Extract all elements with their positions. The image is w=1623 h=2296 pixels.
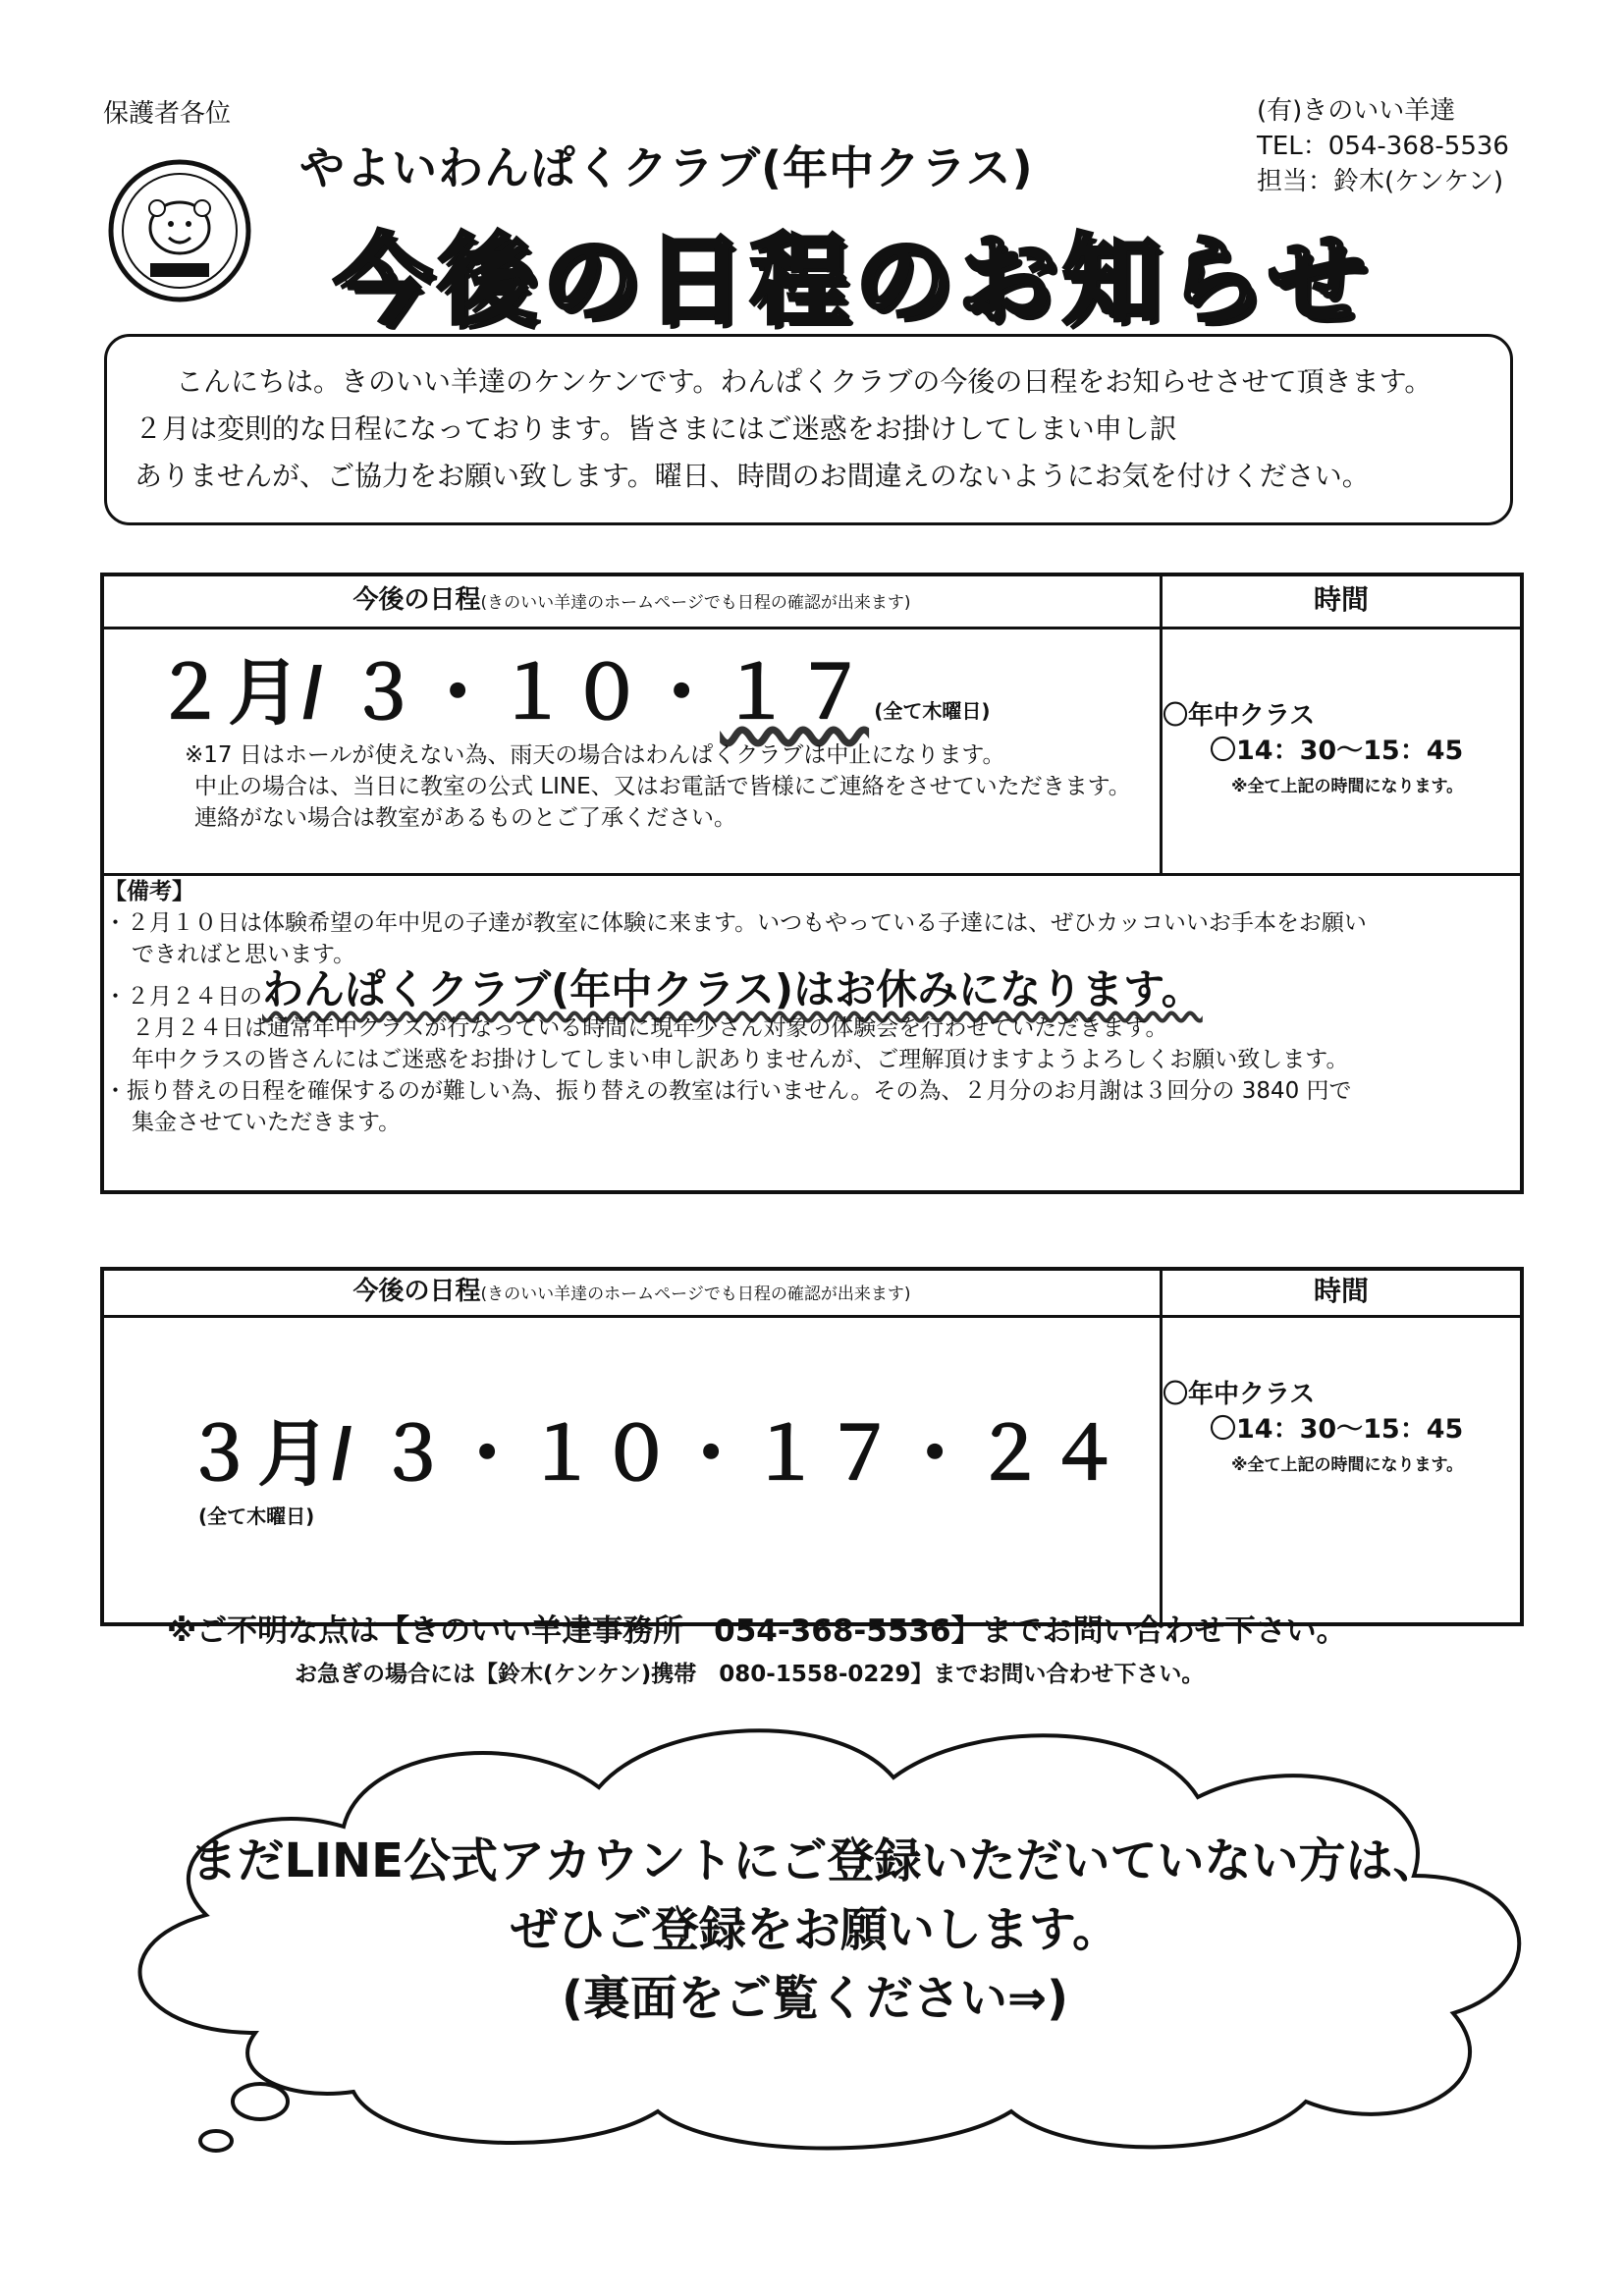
feb-note-1: ※17 日はホールが使えない為、雨天の場合はわんぱくクラブは中止になります。 <box>185 742 1005 768</box>
mar-dates: ３月/ ３・１０・１７・２４ <box>183 1413 1123 1495</box>
remark-1b: できればと思います。 <box>132 942 356 967</box>
mar-date-note: (全て木曜日) <box>198 1504 315 1528</box>
feb-header <box>102 574 1162 629</box>
inquiry-line-1: ※ご不明な点は【きのいい羊達事務所 054-368-5536】までお問い合わせ下さい。 <box>167 1613 1347 1649</box>
sheep-logo <box>106 157 253 304</box>
remark-3a: ・振り替えの日程を確保するのが難しい為、振り替えの教室は行いません。その為、２月分のお月謝は３回分の 3840 円で <box>104 1078 1352 1104</box>
company-contact: 担当：鈴木(ケンケン) <box>1257 167 1504 196</box>
mar-time-note: ※全て上記の時間になります。 <box>1231 1455 1464 1475</box>
cloud-message <box>98 1827 1532 2033</box>
inquiry-line-2: お急ぎの場合には【鈴木(ケンケン)携帯 080-1558-0229】までお問い合わせ下さい。 <box>295 1662 1205 1687</box>
intro-line-1: こんにちは。きのいい羊達のケンケンです。わんぱくクラブの今後の日程をお知らせさせて頂きます。 <box>176 365 1433 398</box>
remark-2-highlight: わんぱくクラブ(年中クラス)はお休みになります。 <box>262 965 1203 1013</box>
feb-schedule-table <box>100 573 1524 1194</box>
intro-line-3: ありませんが、ご協力をお願い致します。曜日、時間のお間違えのないようにお気を付けください。 <box>135 460 1370 492</box>
cloud-line-2: ぜひご登録をお願いします。 <box>510 1902 1120 1957</box>
company-name: (有)きのいい羊達 <box>1257 96 1456 126</box>
feb-time-class: 〇年中クラス <box>1163 701 1316 731</box>
cloud-line-3: (裏面をご覧ください⇒) <box>561 1971 1069 2026</box>
mar-dates-cell <box>102 1317 1162 1625</box>
mar-header-time: 時間 <box>1162 1269 1523 1317</box>
remark-2-prefix: ・２月２４日の <box>104 984 262 1010</box>
feb-header-sub: (きのいい羊達のホームページでも日程の確認が出来ます) <box>480 593 911 613</box>
mar-time-class: 〇年中クラス <box>1163 1380 1316 1409</box>
mar-time-cell <box>1162 1317 1523 1625</box>
feb-dates-cell <box>102 629 1162 875</box>
feb-note-2: 中止の場合は、当日に教室の公式 LINE、又はお電話で皆様にご連絡をさせていただきます。 <box>194 774 1131 799</box>
intro-line-2: ２月は変則的な日程になっております。皆さまにはご迷惑をお掛けしてしまい申し訳 <box>135 412 1177 445</box>
company-info <box>1257 93 1509 199</box>
feb-note-3: 連絡がない場合は教室があるものとご了承ください。 <box>194 805 736 831</box>
company-tel: TEL：054-368-5536 <box>1257 132 1509 161</box>
mar-time-range: 〇14：30～15：45 <box>1210 1414 1464 1445</box>
remark-2a: ２月２４日は通常年中クラスが行なっている時間に現年少さん対象の体験会を行わせていただきます。 <box>132 1015 1168 1041</box>
feb-header-main: 今後の日程 <box>352 585 481 615</box>
club-title: やよいわんぱくクラブ(年中クラス) <box>299 141 1034 194</box>
mar-schedule-table <box>100 1267 1524 1626</box>
addressee: 保護者各位 <box>103 99 232 129</box>
feb-date-17: １７ <box>720 652 870 734</box>
feb-date-note: (全て木曜日) <box>874 699 991 723</box>
feb-remarks <box>102 875 1522 1193</box>
mar-header-sub: (きのいい羊達のホームページでも日程の確認が出来ます) <box>480 1285 911 1304</box>
feb-dates: ２月/ ３・１０・ <box>153 652 721 734</box>
feb-time-note: ※全て上記の時間になります。 <box>1231 777 1464 796</box>
remark-3b: 集金させていただきます。 <box>132 1110 402 1135</box>
remarks-heading: 【備考】 <box>104 879 194 904</box>
main-title: 今後の日程のお知らせ <box>334 223 1372 338</box>
mar-header <box>102 1269 1162 1317</box>
mar-header-main: 今後の日程 <box>352 1277 481 1306</box>
feb-time-cell <box>1162 629 1523 875</box>
feb-header-time: 時間 <box>1162 574 1523 629</box>
feb-time-range: 〇14：30～15：45 <box>1210 736 1464 766</box>
remark-1a: ・２月１０日は体験希望の年中児の子達が教室に体験に来ます。いつもやっている子達には、ぜひカッコいいお手本をお願い <box>104 910 1367 936</box>
remark-2b: 年中クラスの皆さんにはご迷惑をお掛けしてしまい申し訳ありませんが、ご理解頂けますようよろしくお願い致します。 <box>132 1047 1349 1072</box>
cloud-line-1: まだLINE公式アカウントにご登録いただいていない方は、 <box>189 1833 1440 1888</box>
intro-box <box>104 334 1513 525</box>
